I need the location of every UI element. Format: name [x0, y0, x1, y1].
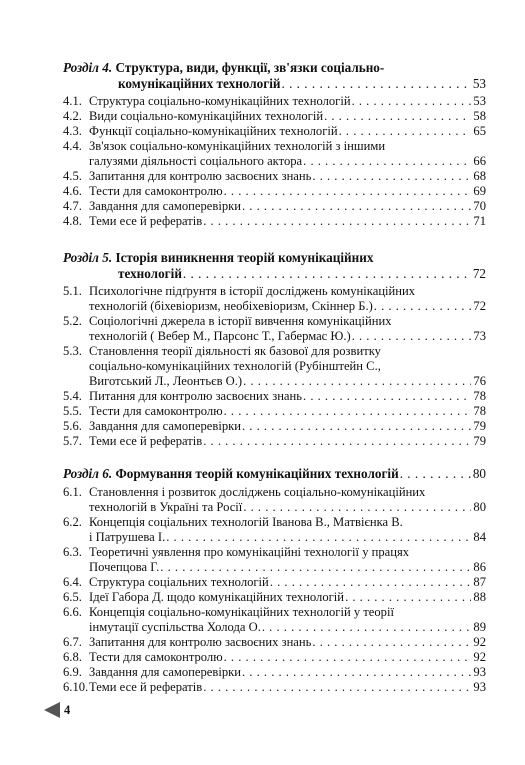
entry-number: 6.7. — [63, 634, 82, 649]
page-number: 80 — [472, 466, 486, 481]
page-number: 69 — [473, 184, 486, 198]
page-number: 72 — [473, 299, 486, 313]
page-number: 53 — [473, 94, 486, 108]
page-number: 68 — [473, 169, 486, 183]
toc-entry[interactable] — [63, 635, 486, 650]
page-number: 92 — [473, 649, 486, 664]
toc-entry[interactable] — [63, 515, 486, 545]
toc-entry[interactable] — [63, 109, 486, 124]
section-label: Розділ 6. — [63, 466, 113, 481]
toc-entry[interactable] — [63, 680, 486, 695]
entry-number: 4.2. — [63, 109, 82, 123]
entry-number: 5.2. — [63, 314, 82, 328]
section-title — [63, 60, 486, 91]
page-number: 78 — [473, 404, 486, 418]
page-number: 65 — [473, 124, 486, 138]
entry-title-cont: технологій в Україні та Росії — [89, 499, 243, 514]
section-4 — [63, 60, 486, 229]
page-number: 73 — [473, 329, 486, 343]
entry-title-cont: Почепцова Г. — [89, 559, 160, 574]
entry-title: Ідеї Габора Д. щодо комунікаційних технологій — [89, 589, 345, 604]
section-title-text: Формування теорій комунікаційних технологій — [115, 466, 399, 481]
entry-number: 6.3. — [63, 544, 82, 559]
entry-number: 6.4. — [63, 574, 82, 589]
page-number: 87 — [473, 574, 486, 589]
entry-title: Тести для самоконтролю — [89, 404, 223, 418]
section-title-text: комунікаційних технологій — [118, 75, 281, 91]
page-number: 72 — [472, 265, 486, 281]
page-number: 88 — [473, 589, 486, 604]
entry-title: Становлення теорії діяльності як базової для розвитку — [89, 344, 381, 358]
page-number: 70 — [473, 199, 486, 213]
entry-number: 4.3. — [63, 124, 82, 138]
entry-number: 5.1. — [63, 284, 82, 298]
page-number: 93 — [473, 679, 486, 694]
page-number: 76 — [473, 374, 486, 388]
triangle-left-icon — [44, 702, 60, 718]
page-number: 79 — [473, 434, 486, 448]
entry-title: Зв'язок соціально-комунікаційних технологій з іншими — [89, 139, 386, 153]
entry-number: 6.9. — [63, 664, 82, 679]
page-number: 53 — [472, 75, 486, 91]
entry-title: Завдання для самоперевірки — [89, 419, 241, 433]
entry-title: Соціологічні джерела в історії вивчення комунікаційних — [89, 314, 392, 328]
section-5 — [63, 250, 486, 449]
entry-title: Становлення і розвиток досліджень соціально-комунікаційних — [89, 484, 426, 499]
section-title-text: технологій — [118, 265, 182, 281]
entry-title-cont: інмутації суспільства Холода О. — [89, 619, 261, 634]
toc-entry[interactable] — [63, 94, 486, 109]
entry-title: Запитання для контролю засвоєних знань — [89, 634, 312, 649]
page-number: 84 — [473, 529, 486, 544]
entry-title: Концепція соціально-комунікаційних технологій у теорії — [89, 604, 394, 619]
toc-entry[interactable] — [63, 605, 486, 635]
entry-number: 6.1. — [63, 484, 82, 499]
entry-title-cont: соціально-комунікаційних технологій (Рубінштейн С., — [89, 359, 381, 373]
entry-title: Запитання для контролю засвоєних знань — [89, 169, 312, 183]
entry-number: 4.4. — [63, 139, 82, 153]
page-number: 58 — [473, 109, 486, 123]
toc-entry[interactable] — [63, 419, 486, 434]
section-label: Розділ 5. — [63, 250, 113, 265]
entry-title-cont: галузями діяльності соціального актора — [89, 154, 303, 168]
entry-title: Концепція соціальних технологій Іванова В., Матвієнка В. — [89, 514, 403, 529]
section-title-text: Структура, види, функції, зв'язки соціально- — [115, 60, 385, 75]
entry-title-cont: технологій ( Вебер М., Парсонс Т., Габермас Ю.) — [89, 329, 351, 343]
section-title — [63, 466, 486, 482]
entry-title: Теоретичні уявлення про комунікаційні технології у працях — [89, 544, 410, 559]
entry-title: Теми есе й рефератів — [89, 679, 203, 694]
section-6 — [63, 466, 486, 695]
toc-entry[interactable] — [63, 389, 486, 404]
toc-entry[interactable] — [63, 590, 486, 605]
entry-number: 5.3. — [63, 344, 82, 358]
entry-number: 4.6. — [63, 184, 82, 198]
toc-entry[interactable] — [63, 434, 486, 449]
toc-entry[interactable] — [63, 214, 486, 229]
entry-number: 6.10. — [63, 679, 89, 694]
entry-number: 5.5. — [63, 404, 82, 418]
page-footer — [44, 702, 70, 718]
entry-number: 6.5. — [63, 589, 82, 604]
entry-title: Завдання для самоперевірки — [89, 664, 241, 679]
entry-title-cont: технологій (біхевіоризм, необіхевіоризм, Скіннер Б.) — [89, 299, 373, 313]
entry-title: Структура соціальних технологій — [89, 574, 269, 589]
page-number: 66 — [473, 154, 486, 168]
entry-number: 6.6. — [63, 604, 82, 619]
toc-entry[interactable] — [63, 665, 486, 680]
entry-number: 4.8. — [63, 214, 82, 228]
page-number: 71 — [473, 214, 486, 228]
toc-entry[interactable] — [63, 650, 486, 665]
entry-number: 6.2. — [63, 514, 82, 529]
toc-entry[interactable] — [63, 199, 486, 214]
toc-entry[interactable] — [63, 545, 486, 575]
section-title-text: Історія виникнення теорій комунікаційних — [115, 250, 374, 265]
entry-number: 4.5. — [63, 169, 82, 183]
entry-title: Функції соціально-комунікаційних технологій — [89, 124, 338, 138]
toc-entry[interactable] — [63, 284, 486, 314]
entry-title: Психологічне підґрунтя в історії досліджень комунікаційних — [89, 284, 416, 298]
entry-title: Тести для самоконтролю — [89, 184, 223, 198]
page-number: 89 — [473, 619, 486, 634]
toc-entry[interactable] — [63, 124, 486, 139]
toc-entry[interactable] — [63, 344, 486, 389]
entry-title: Тести для самоконтролю — [89, 649, 223, 664]
section-label: Розділ 4. — [63, 60, 113, 75]
entry-number: 5.6. — [63, 419, 82, 433]
entry-title: Види соціально-комунікаційних технологій — [89, 109, 324, 123]
entry-title: Питання для контролю засвоєних знань — [89, 389, 303, 403]
entry-number: 4.7. — [63, 199, 82, 213]
page-number: 78 — [473, 389, 486, 403]
entry-number: 6.8. — [63, 649, 82, 664]
entry-title: Теми есе й рефератів — [89, 434, 203, 448]
toc-entry[interactable] — [63, 404, 486, 419]
page-number: 86 — [473, 559, 486, 574]
toc-entry[interactable] — [63, 314, 486, 344]
entry-title: Структура соціально-комунікаційних технологій — [89, 94, 351, 108]
entry-number: 5.7. — [63, 434, 82, 448]
entry-number: 4.1. — [63, 94, 82, 108]
entry-title-cont: Виготський Л., Леонтьєв О.) — [89, 374, 243, 388]
entry-title: Завдання для самоперевірки — [89, 199, 241, 213]
page-number: 80 — [473, 499, 486, 514]
page-number: 79 — [473, 419, 486, 433]
footer-page-number: 4 — [64, 702, 71, 717]
section-title — [63, 250, 486, 281]
page-number: 92 — [473, 634, 486, 649]
toc-entry[interactable] — [63, 575, 486, 590]
toc-entry[interactable] — [63, 139, 486, 169]
toc-entry[interactable] — [63, 485, 486, 515]
page-number: 93 — [473, 664, 486, 679]
entry-title: Теми есе й рефератів — [89, 214, 203, 228]
entry-number: 5.4. — [63, 389, 82, 403]
toc-entry[interactable] — [63, 184, 486, 199]
entry-title-cont: і Патрушева І. — [89, 529, 166, 544]
toc-entry[interactable] — [63, 169, 486, 184]
